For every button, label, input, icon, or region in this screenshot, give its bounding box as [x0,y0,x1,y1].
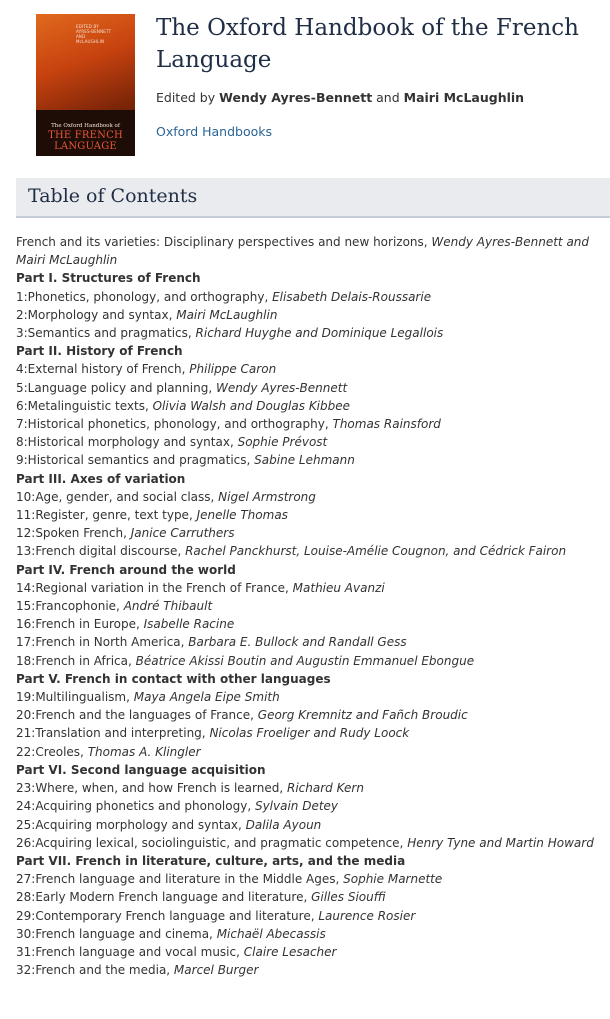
chapter-author: Elisabeth Delais-Roussarie [272,289,432,304]
editor-name[interactable]: Mairi McLaughlin [403,90,525,105]
chapter-author: Maya Angela Eipe Smith [133,690,280,705]
toc-part-heading [16,852,610,870]
chapter-author: Claire Lesacher [243,944,337,959]
toc-chapter[interactable] [16,633,610,651]
chapter-title[interactable]: 31:French language and vocal music, [16,944,244,959]
toc-chapter[interactable] [16,542,610,560]
toc-chapter[interactable] [16,324,610,342]
chapter-author: Nigel Armstrong [218,489,316,504]
toc-chapter[interactable] [16,706,610,724]
toc-chapter[interactable] [16,925,610,943]
edited-by [156,90,524,105]
chapter-author: Thomas A. Klingler [87,744,201,759]
chapter-title[interactable]: French and its varieties: Disciplinary perspectives and new horizons, [16,235,432,249]
chapter-author: Richard Kern [286,781,364,796]
chapter-title[interactable]: 9:Historical semantics and pragmatics, [16,453,255,468]
toc-chapter[interactable] [16,433,610,451]
chapter-title[interactable]: 25:Acquiring morphology and syntax, [16,817,246,832]
cover-small-title: The Oxford Handbook of [51,123,120,129]
chapter-title[interactable]: 15:Francophonie, [16,599,124,614]
book-title: The Oxford Handbook of the French Language [156,15,579,73]
chapter-author: Béatrice Akissi Boutin and Augustin Emmanuel Ebongue [135,653,475,668]
cover-title [40,122,131,152]
toc-chapter[interactable] [16,779,610,797]
chapter-title[interactable]: 3:Semantics and pragmatics, [16,326,196,341]
editor-name[interactable]: Wendy Ayres-Bennett [219,90,373,105]
part-title: Part VII. French in literature, culture, arts, and the media [16,853,406,868]
chapter-author: Sophie Marnette [343,872,443,887]
chapter-title[interactable]: 8:Historical morphology and syntax, [16,435,238,450]
chapter-title[interactable]: 14:Regional variation in the French of France, [16,580,293,595]
part-title: Part III. Axes of variation [16,471,186,486]
chapter-title[interactable]: 24:Acquiring phonetics and phonology, [16,799,255,814]
toc-chapter[interactable] [16,506,610,524]
chapter-title[interactable]: 16:French in Europe, [16,617,144,632]
table-of-contents [16,233,610,979]
chapter-author: Marcel Burger [173,963,259,978]
chapter-author: Janice Carruthers [130,526,235,541]
chapter-author: Richard Huyghe and Dominique Legallois [195,326,444,341]
toc-chapter[interactable] [16,597,610,615]
chapter-title[interactable]: 2:Morphology and syntax, [16,307,177,322]
chapter-author: Olivia Walsh and Douglas Kibbee [152,398,351,413]
toc-chapter[interactable] [16,524,610,542]
cover-editors-line: AYRES-BENNETT [76,29,112,34]
toc-chapter[interactable] [16,688,610,706]
chapter-title[interactable]: 21:Translation and interpreting, [16,726,210,741]
toc-chapter[interactable] [16,579,610,597]
toc-chapter[interactable] [16,961,610,979]
toc-chapter[interactable] [16,816,610,834]
chapter-title[interactable]: 11:Register, genre, text type, [16,508,197,523]
toc-part-heading [16,561,610,579]
chapter-title[interactable]: 27:French language and literature in the Middle Ages, [16,872,344,887]
toc-chapter[interactable] [16,888,610,906]
cover-big-title-line: LANGUAGE [54,141,117,152]
chapter-title[interactable]: 26:Acquiring lexical, sociolinguistic, and pragmatic competence, [16,835,408,850]
toc-chapter[interactable] [16,360,610,378]
toc-chapter[interactable] [16,870,610,888]
chapter-author: Rachel Panckhurst, Louise-Amélie Cougnon, and Cédrick Fairon [185,544,567,559]
toc-heading: Table of Contents [28,185,198,207]
toc-part-heading [16,670,610,688]
chapter-title[interactable]: 5:Language policy and planning, [16,380,216,395]
part-title: Part VI. Second language acquisition [16,762,266,777]
chapter-title[interactable]: 19:Multilingualism, [16,690,134,705]
chapter-title[interactable]: 10:Age, gender, and social class, [16,489,219,504]
part-title: Part V. French in contact with other languages [16,671,331,686]
chapter-title[interactable]: 29:Contemporary French language and literature, [16,908,319,923]
cover-editors-line: EDITED BY [76,24,99,29]
chapter-author: Thomas Rainsford [332,417,441,432]
chapter-author: Georg Kremnitz and Fañch Broudic [257,708,468,723]
chapter-author: Philippe Caron [189,362,277,377]
chapter-title[interactable]: 4:External history of French, [16,362,190,377]
chapter-title[interactable]: 7:Historical phonetics, phonology, and orthography, [16,417,333,432]
cover-editors [76,24,131,44]
chapter-author: Laurence Rosier [318,908,416,923]
chapter-title[interactable]: 30:French language and cinema, [16,926,217,941]
chapter-title[interactable]: 22:Creoles, [16,744,88,759]
toc-part-heading [16,342,610,360]
chapter-author: André Thibault [123,599,213,614]
chapter-author: Sylvain Detey [254,799,339,814]
part-title: Part I. Structures of French [16,271,201,286]
cover-big-title-line: THE FRENCH [48,130,123,141]
chapter-author: Wendy Ayres-Bennett [215,380,348,395]
chapter-author: Mathieu Avanzi [292,580,385,595]
chapter-author: Gilles Siouffi [311,890,386,905]
chapter-title[interactable]: 13:French digital discourse, [16,544,186,559]
chapter-author: Mairi McLaughlin [176,307,278,322]
toc-chapter[interactable] [16,615,610,633]
edited-by-prefix: Edited by [156,90,220,105]
toc-chapter[interactable] [16,652,610,670]
toc-part-heading [16,470,610,488]
chapter-title[interactable]: 12:Spoken French, [16,526,131,541]
chapter-title[interactable]: 1:Phonetics, phonology, and orthography, [16,289,273,304]
toc-part-heading [16,269,610,287]
chapter-title[interactable]: 28:Early Modern French language and literature, [16,890,312,905]
chapter-author: Henry Tyne and Martin Howard [407,835,594,850]
chapter-author: Barbara E. Bullock and Randall Gess [188,635,407,650]
chapter-author: Sophie Prévost [237,435,328,450]
toc-chapter[interactable] [16,397,610,415]
part-title: Part IV. French around the world [16,562,236,577]
chapter-author: Nicolas Froeliger and Rudy Loock [209,726,410,741]
chapter-author: Sabine Lehmann [254,453,355,468]
part-title: Part II. History of French [16,344,183,359]
chapter-author: Dalila Ayoun [245,817,322,832]
chapter-author: Wendy Ayres-Bennett and Mairi McLaughlin [16,235,590,268]
toc-chapter[interactable] [16,379,610,397]
cover-editors-line: AND [76,34,86,39]
series-link[interactable]: Oxford Handbooks [156,124,273,139]
cover-editors-line: McLAUGHLIN [76,39,105,44]
chapter-title[interactable]: 18:French in Africa, [16,653,136,668]
toc-chapter[interactable] [16,834,610,852]
toc-chapter[interactable] [16,797,610,815]
chapter-title[interactable]: 23:Where, when, and how French is learned, [16,781,287,796]
chapter-author: Michaël Abecassis [216,926,326,941]
editors-and: and [372,90,404,105]
toc-chapter[interactable] [16,451,610,469]
book-cover-image[interactable] [36,14,135,156]
chapter-author: Isabelle Racine [143,617,235,632]
toc-chapter[interactable] [16,306,610,324]
chapter-title[interactable]: 17:French in North America, [16,635,189,650]
toc-chapter[interactable] [16,907,610,925]
toc-chapter[interactable] [16,415,610,433]
toc-chapter[interactable] [16,724,610,742]
chapter-author: Jenelle Thomas [196,508,288,523]
toc-chapter[interactable] [16,233,610,269]
toc-chapter[interactable] [16,488,610,506]
toc-part-heading [16,761,610,779]
chapter-title[interactable]: 32:French and the media, [16,963,174,978]
chapter-title[interactable]: 20:French and the languages of France, [16,708,258,723]
toc-chapter[interactable] [16,943,610,961]
toc-heading-bar [16,178,610,218]
book-header [0,0,610,170]
chapter-title[interactable]: 6:Metalinguistic texts, [16,398,153,413]
toc-chapter[interactable] [16,288,610,306]
toc-chapter[interactable] [16,743,610,761]
